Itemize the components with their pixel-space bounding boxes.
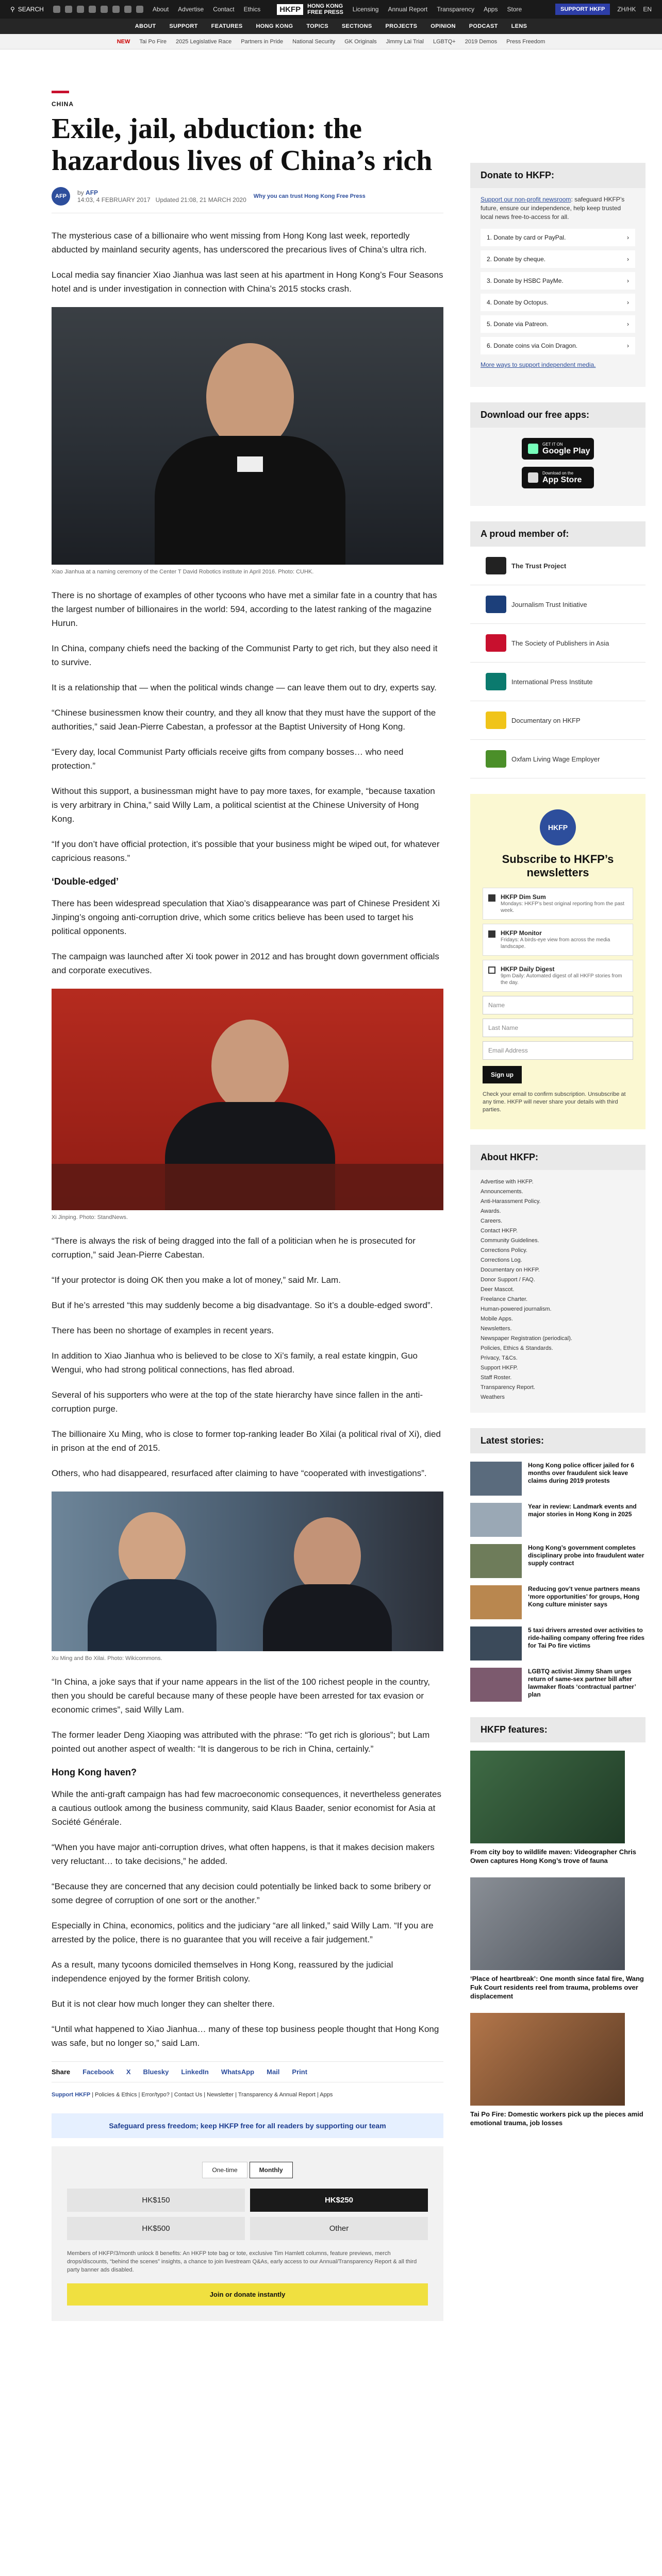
ipi-logo[interactable]: International Press Institute bbox=[470, 663, 646, 701]
photo-xu-ming-bo-xilai[interactable] bbox=[52, 1492, 443, 1651]
search-icon: ⚲ bbox=[10, 6, 15, 13]
trending-item[interactable]: Partners in Pride bbox=[241, 38, 284, 45]
utility-links bbox=[153, 6, 260, 13]
sopa-logo[interactable]: The Society of Publishers in Asia bbox=[470, 624, 646, 663]
membership-note: Members of HKFP/3/month unlock 8 benefits: An HKFP tote bag or tote, exclusive Tim Hamlett columns, feature previews, merch drops/discounts, “behind the scenes” insights, a chance to join livestream Q&As, early access to our Annual/Transparency Report & all third party banner ads disabled. bbox=[67, 2250, 417, 2273]
youtube-icon[interactable] bbox=[89, 6, 96, 13]
nav-topics[interactable]: TOPICS bbox=[306, 23, 328, 29]
amount-option[interactable]: HK$500 bbox=[67, 2217, 245, 2240]
paragraph: Local media say financier Xiao Jianhua was last seen at his apartment in Hong Kong’s Four Seasons hotel and is under investigation in connection with China’s 2015 stocks crash. bbox=[52, 270, 443, 294]
about-link[interactable]: Anti-Harassment Policy. bbox=[481, 1198, 541, 1205]
facebook-icon[interactable] bbox=[53, 6, 60, 13]
newsletter-note: Check your email to confirm subscription. Unsubscribe at any time. HKFP will never share your details with third parties. bbox=[483, 1091, 626, 1113]
latest-story[interactable]: LGBTQ activist Jimmy Sham urges return of same-sex partner bill after lawmaker floats ‘contractual partner’ plan bbox=[470, 1668, 646, 1702]
section-heading: ‘Double-edged’ bbox=[52, 876, 119, 887]
chevron-right-icon: › bbox=[627, 342, 629, 349]
accent-bar bbox=[52, 91, 69, 93]
amount-option-selected[interactable]: HK$250 bbox=[250, 2189, 428, 2212]
latest-story[interactable]: Year in review: Landmark events and major stories in Hong Kong in 2025 bbox=[470, 1503, 646, 1537]
author-avatar[interactable]: AFP bbox=[52, 187, 70, 206]
share-linkedin[interactable]: LinkedIn bbox=[181, 2068, 209, 2076]
feature-story[interactable]: Tai Po Fire: Domestic workers pick up the pieces amid emotional trauma, job losses bbox=[470, 2013, 646, 2127]
jti-logo[interactable]: Journalism Trust Initiative bbox=[470, 585, 646, 624]
nav-features[interactable]: FEATURES bbox=[211, 23, 243, 29]
about-link[interactable]: Announcements. bbox=[481, 1189, 523, 1195]
about-link[interactable]: Newsletters. bbox=[481, 1326, 512, 1332]
link-apps[interactable]: Apps bbox=[484, 6, 498, 13]
share-bar: Share Facebook X Bluesky LinkedIn WhatsApp Mail Print bbox=[52, 2061, 443, 2082]
donate-method[interactable]: 6. Donate coins via Coin Dragon. › bbox=[481, 337, 635, 354]
join-donate-button[interactable]: Join or donate instantly bbox=[67, 2283, 428, 2306]
paragraph: “Chinese businessmen know their country, and they all know that they must have the support of the authorities,” said Jean-Pierre Cabestan, a professor at the Baptist University of Hong Kong. bbox=[52, 708, 436, 732]
about-link[interactable]: Human-powered journalism. bbox=[481, 1306, 552, 1312]
donate-method[interactable]: 1. Donate by card or PayPal. › bbox=[481, 229, 635, 246]
freq-one-time[interactable]: One-time bbox=[202, 2162, 247, 2178]
apple-icon bbox=[528, 472, 538, 483]
last-name-field[interactable]: Last Name bbox=[483, 1019, 633, 1037]
latest-story[interactable]: Hong Kong police officer jailed for 6 months over fraudulent sick leave claims during 2019 protests bbox=[470, 1462, 646, 1496]
paragraph: In China, company chiefs need the backing of the Communist Party to get rich, but they also need it to survive. bbox=[52, 643, 438, 667]
whatsapp-icon[interactable] bbox=[136, 6, 143, 13]
about-link[interactable]: Privacy, T&Cs. bbox=[481, 1355, 518, 1361]
share-bluesky[interactable]: Bluesky bbox=[143, 2068, 169, 2076]
trending-nav bbox=[0, 34, 662, 49]
lang-zh[interactable]: ZH/HK bbox=[617, 6, 636, 13]
publish-date: 14:03, 4 FEBRUARY 2017 bbox=[77, 196, 151, 204]
about-link[interactable]: Careers. bbox=[481, 1218, 503, 1224]
paragraph: But it is not clear how much longer they can shelter there. bbox=[52, 1999, 275, 2009]
paragraph: Others, who had disappeared, resurfaced after claiming to have “cooperated with investigations”. bbox=[52, 1468, 427, 1478]
instagram-icon[interactable] bbox=[77, 6, 84, 13]
paragraph: There has been no shortage of examples in recent years. bbox=[52, 1326, 274, 1335]
about-box: About HKFP: Advertise with HKFP. Announcements. Anti-Harassment Policy. Awards. Careers. Contact HKFP. Community Guidelines. Corrections Policy. Corrections Log. Documentary on HKFP. Donor Support / FAQ. Deer Mascot. Freelance Charter. Human-powered journalism. Mobile Apps. Newsletters. Newspaper Registration (periodical). Policies, Ethics & Standards. Privacy, T&Cs. Support HKFP. Staff Roster. Transparency Report. Weathers bbox=[470, 1145, 646, 1413]
latest-story[interactable]: Reducing gov’t venue partners means ‘more opportunities’ for groups, Hong Kong culture minister says bbox=[470, 1585, 646, 1619]
paragraph: “If your protector is doing OK then you make a lot of money,” said Mr. Lam. bbox=[52, 1275, 341, 1285]
support-newsroom-link[interactable]: Support our non-profit newsroom bbox=[481, 196, 571, 203]
oxfam-logo[interactable]: Oxfam Living Wage Employer bbox=[470, 740, 646, 778]
share-mail[interactable]: Mail bbox=[267, 2068, 280, 2076]
donate-method[interactable]: 4. Donate by Octopus. › bbox=[481, 294, 635, 311]
x-icon[interactable] bbox=[65, 6, 72, 13]
utility-links-right bbox=[353, 6, 522, 13]
paragraph: Several of his supporters who were at the top of the state hierarchy have since fallen in the anti-corruption purge. bbox=[52, 1390, 423, 1414]
new-badge: NEW bbox=[117, 38, 130, 45]
share-whatsapp[interactable]: WhatsApp bbox=[221, 2068, 255, 2076]
about-link[interactable]: Mobile Apps. bbox=[481, 1316, 513, 1322]
chevron-right-icon: › bbox=[627, 299, 629, 306]
frequency-toggle bbox=[67, 2162, 428, 2178]
trending-item[interactable]: National Security bbox=[292, 38, 336, 45]
checkbox-icon bbox=[488, 967, 495, 974]
support-hkfp-button[interactable]: SUPPORT HKFP bbox=[555, 4, 610, 15]
about-link[interactable]: Deer Mascot. bbox=[481, 1286, 515, 1293]
feature-story[interactable]: ‘Place of heartbreak’: One month since fatal fire, Wang Fuk Court residents reel from trauma, problems over displacement bbox=[470, 1877, 646, 2001]
paragraph: It is a relationship that — when the political winds change — can leave them out to dry, experts say. bbox=[52, 683, 437, 692]
section-nav bbox=[0, 19, 662, 34]
nav-support[interactable]: SUPPORT bbox=[169, 23, 198, 29]
newsletter-option[interactable]: HKFP Monitor Fridays: A birds-eye view from across the media landscape. bbox=[483, 924, 633, 956]
paragraph: While the anti-graft campaign has had few macroeconomic consequences, it nevertheless generates a cautious outlook among the business community, said Klaus Baader, senior economist for Asia at Société Générale. bbox=[52, 1789, 441, 1827]
about-link[interactable]: Newspaper Registration (periodical). bbox=[481, 1335, 572, 1342]
about-link[interactable]: Contact HKFP. bbox=[481, 1228, 518, 1234]
newsletter-title: Subscribe to HKFP’s newsletters bbox=[502, 853, 614, 879]
lang-en[interactable]: EN bbox=[643, 6, 652, 13]
checkbox-icon bbox=[488, 894, 495, 902]
paragraph: “There is always the risk of being dragged into the fall of a politician when he is prosecuted for corruption,” said Jean-Pierre Cabestan. bbox=[52, 1236, 416, 1260]
newsletter-option[interactable]: HKFP Daily Digest 9pm Daily: Automated digest of all HKFP stories from the day. bbox=[483, 960, 633, 992]
trust-link[interactable]: Why you can trust Hong Kong Free Press bbox=[253, 193, 366, 199]
search-link[interactable]: ⚲ SEARCH bbox=[10, 6, 44, 13]
social-icons bbox=[53, 6, 143, 13]
about-link[interactable]: Policies, Ethics & Standards. bbox=[481, 1345, 553, 1351]
link-ethics[interactable]: Ethics bbox=[243, 6, 261, 13]
about-link[interactable]: Transparency Report. bbox=[481, 1384, 535, 1391]
about-links bbox=[481, 1177, 635, 1402]
latest-stories: Latest stories: Hong Kong police officer jailed for 6 months over fraudulent sick leave claims during 2019 protests Year in review: Landmark events and major stories in Hong Kong in 2025 Hong Kong’s government completes disciplinary probe into fraudulent water supply contract Reducing gov’t venue partners means ‘more opportunities’ for groups, Hong Kong culture minister says 5 taxi drivers arrested over activities to ride-hailing company offering free rides for Tai Po fire victims LGBTQ activist Jimmy Sham urges return of same-sex partner bill after lawmaker floats ‘contractual partner’ plan bbox=[470, 1428, 646, 1702]
article-title: Exile, jail, abduction: the hazardous lives of China’s rich bbox=[52, 113, 433, 177]
author-name[interactable]: AFP bbox=[86, 189, 98, 196]
trust-project-logo[interactable]: The Trust Project bbox=[470, 547, 646, 585]
donate-banner[interactable]: Safeguard press freedom; keep HKFP free for all readers by supporting our team bbox=[52, 2113, 443, 2138]
donate-box: Donate to HKFP: Support our non-profit newsroom: safeguard HKFP’s future, ensure our independence, help keep trusted local news free-to-access for all. 1. Donate by card or PayPal. › 2. Donate by cheque. › 3. Donate by HSBC PayMe. › 4. Donate by Octopus. › 5. Donate via Patreon. › 6. Donate coins via Coin Dragon. › More ways to support independent media. bbox=[470, 163, 646, 387]
link-store[interactable]: Store bbox=[507, 6, 522, 13]
trending-item[interactable]: GK Originals bbox=[344, 38, 377, 45]
updated-date: Updated 21:08, 21 MARCH 2020 bbox=[155, 196, 246, 204]
trending-item[interactable]: Press Freedom bbox=[506, 38, 545, 45]
apps-box: Download our free apps: GET IT ON Google Play Download on the App Store bbox=[470, 402, 646, 506]
nav-about[interactable]: ABOUT bbox=[135, 23, 156, 29]
amount-option-other[interactable]: Other bbox=[250, 2217, 428, 2240]
donate-widget bbox=[52, 2146, 443, 2321]
link-transparency[interactable]: Transparency bbox=[437, 6, 475, 13]
link-about[interactable]: About bbox=[152, 6, 169, 13]
trending-item[interactable]: LGBTQ+ bbox=[433, 38, 456, 45]
latest-story[interactable]: 5 taxi drivers arrested over activities to ride-hailing company offering free rides for Tai Po fire victims bbox=[470, 1626, 646, 1660]
donate-method[interactable]: 5. Donate via Patreon. › bbox=[481, 315, 635, 333]
paragraph: There has been widespread speculation that Xiao’s disappearance was part of Chinese President Xi Jinping’s ongoing anti-corruption drive, which some critics believe has been used to target his political opponents. bbox=[52, 899, 440, 936]
trending-item[interactable]: 2025 Legislative Race bbox=[175, 38, 232, 45]
article-category[interactable]: CHINA bbox=[52, 100, 74, 108]
nav-hong-kong[interactable]: HONG KONG bbox=[256, 23, 293, 29]
paragraph: The former leader Deng Xiaoping was attributed with the phrase: “To get rich is glorious”; but Lam pointed out another aspect of wealth: “It is dangerous to be rich in China, certainly.” bbox=[52, 1730, 430, 1754]
nav-projects[interactable]: PROJECTS bbox=[385, 23, 418, 29]
threads-icon[interactable] bbox=[112, 6, 120, 13]
chevron-right-icon: › bbox=[627, 320, 629, 328]
paragraph: “If you don’t have official protection, it’s possible that your business might be wiped out, for whatever capricious reasons.” bbox=[52, 839, 440, 863]
trending-item[interactable]: Tai Po Fire bbox=[139, 38, 167, 45]
telegram-icon[interactable] bbox=[124, 6, 131, 13]
feature-story[interactable]: From city boy to wildlife maven: Videographer Chris Owen captures Hong Kong’s trove of fauna bbox=[470, 1751, 646, 1865]
hkfp-logo: HKFP bbox=[540, 809, 576, 845]
link-licensing[interactable]: Licensing bbox=[352, 6, 379, 13]
photo-xiao-jianhua[interactable] bbox=[52, 307, 443, 565]
first-name-field[interactable]: Name bbox=[483, 996, 633, 1014]
site-logo[interactable]: HKFP HONG KONG FREE PRESS bbox=[277, 3, 343, 15]
google-play-button[interactable]: GET IT ON Google Play bbox=[522, 438, 594, 460]
top-utility-bar bbox=[0, 0, 662, 19]
share-print[interactable]: Print bbox=[292, 2068, 308, 2076]
article-footer-links: Support HKFP | Policies & Ethics | Error/typo? | Contact Us | Newsletter | Transparency & Annual Report | Apps bbox=[52, 2092, 333, 2098]
section-heading: Hong Kong haven? bbox=[52, 1767, 137, 1777]
link-annual-report[interactable]: Annual Report bbox=[388, 6, 428, 13]
freq-monthly[interactable]: Monthly bbox=[250, 2162, 293, 2178]
support-link[interactable]: Support HKFP bbox=[52, 2092, 91, 2098]
nav-podcast[interactable]: PODCAST bbox=[469, 23, 498, 29]
member-box: A proud member of: The Trust Project Journalism Trust Initiative The Society of Publishers in Asia International Press Institute Documentary on HKFP Oxfam Living Wage Employer bbox=[470, 521, 646, 778]
email-field[interactable]: Email Address bbox=[483, 1041, 633, 1060]
nav-sections[interactable]: SECTIONS bbox=[341, 23, 372, 29]
paragraph: As a result, many tycoons domiciled themselves in Hong Kong, reassured by the judicial independence enjoyed by the former British colony. bbox=[52, 1960, 393, 1984]
photo-caption: Xu Ming and Bo Xilai. Photo: Wikicommons. bbox=[52, 1655, 162, 1662]
paragraph: “Because they are concerned that any decision could potentially be linked back to some bribery or some degree of corruption of one sort or the another.” bbox=[52, 1882, 432, 1905]
about-link[interactable]: Donor Support / FAQ. bbox=[481, 1277, 535, 1283]
checkbox-icon bbox=[488, 930, 495, 938]
chevron-right-icon: › bbox=[627, 234, 629, 241]
byline: AFP by AFP 14:03, 4 FEBRUARY 2017 Updated 21:08, 21 MARCH 2020 Why you can trust Hong Kong Free Press bbox=[52, 187, 443, 213]
nav-lens[interactable]: LENS bbox=[511, 23, 527, 29]
paragraph: “Until what happened to Xiao Jianhua… many of these top business people thought that Hong Kong was safe, but no longer so,” said Lam. bbox=[52, 2024, 439, 2048]
paragraph: Without this support, a businessman might have to pay more taxes, for example, “because taxation is very arbitrary in China,” said Willy Lam, a political scientist at the Chinese University of Hong Kong. bbox=[52, 786, 435, 824]
share-facebook[interactable]: Facebook bbox=[82, 2068, 114, 2076]
paragraph: “Every day, local Communist Party officials receive gifts from company bosses… who need protection.” bbox=[52, 747, 404, 771]
paragraph: The campaign was launched after Xi took power in 2012 and has brought down government officials and corporate executives. bbox=[52, 952, 439, 975]
more-ways-link[interactable]: More ways to support independent media. bbox=[481, 361, 596, 368]
paragraph: But if he’s arrested “this may suddenly become a big disadvantage. So it’s a double-edged sword”. bbox=[52, 1300, 433, 1310]
chevron-right-icon: › bbox=[627, 277, 629, 284]
photo-caption: Xi Jinping. Photo: StandNews. bbox=[52, 1214, 128, 1221]
donate-method[interactable]: 2. Donate by cheque. › bbox=[481, 250, 635, 268]
about-link[interactable]: Support HKFP. bbox=[481, 1365, 518, 1371]
about-link[interactable]: Advertise with HKFP. bbox=[481, 1179, 534, 1185]
article bbox=[52, 91, 443, 2321]
paragraph: In addition to Xiao Jianhua who is believed to be close to Xi’s family, a real estate kingpin, Guo Wengui, who had strong political connections, has fled abroad. bbox=[52, 1351, 418, 1375]
about-link[interactable]: Awards. bbox=[481, 1208, 501, 1214]
trending-item[interactable]: 2019 Demos bbox=[465, 38, 498, 45]
newsletter-box bbox=[470, 794, 646, 1129]
share-x[interactable]: X bbox=[126, 2068, 131, 2076]
google-play-icon bbox=[528, 444, 538, 454]
signup-button[interactable]: Sign up bbox=[483, 1066, 522, 1083]
paragraph: The billionaire Xu Ming, who is close to former top-ranking leader Bo Xilai (a political rival of Xi), died in prison at the end of 2015. bbox=[52, 1429, 441, 1453]
about-link[interactable]: Weathers bbox=[481, 1394, 505, 1400]
amount-option[interactable]: HK$150 bbox=[67, 2189, 245, 2212]
about-link[interactable]: Documentary on HKFP. bbox=[481, 1267, 540, 1273]
documentary-logo[interactable]: Documentary on HKFP bbox=[470, 701, 646, 740]
about-link[interactable]: Freelance Charter. bbox=[481, 1296, 528, 1302]
photo-caption: Xiao Jianhua at a naming ceremony of the Center T David Robotics institute in April 2016. Photo: CUHK. bbox=[52, 569, 314, 575]
about-link[interactable]: Community Guidelines. bbox=[481, 1238, 539, 1244]
about-link[interactable]: Corrections Policy. bbox=[481, 1247, 527, 1253]
link-advertise[interactable]: Advertise bbox=[178, 6, 204, 13]
photo-xi-jinping[interactable] bbox=[52, 989, 443, 1210]
paragraph: There is no shortage of examples of other tycoons who have met a similar fate in a country that has the largest number of billionaires in the world: 594, according to the latest ranking of the magazine Hurun. bbox=[52, 590, 437, 628]
paragraph: The mysterious case of a billionaire who went missing from Hong Kong last week, reportedly abducted by mainland security agents, has underscored the precarious lives of China’s ultra rich. bbox=[52, 231, 427, 255]
linkedin-icon[interactable] bbox=[101, 6, 108, 13]
latest-story[interactable]: Hong Kong’s government completes disciplinary probe into fraudulent water supply contract bbox=[470, 1544, 646, 1578]
donate-method[interactable]: 3. Donate by HSBC PayMe. › bbox=[481, 272, 635, 290]
paragraph: “In China, a joke says that if your name appears in the list of the 100 richest people in the country, then you should be careful because many of these people have been arrested for tax evasion or economic crimes”, said Willy Lam. bbox=[52, 1677, 430, 1715]
trending-item[interactable]: Jimmy Lai Trial bbox=[386, 38, 424, 45]
features-box: HKFP features: From city boy to wildlife maven: Videographer Chris Owen captures Hong Kong’s trove of fauna ‘Place of heartbreak’: One month since fatal fire, Wang Fuk Court residents reel from trauma, problems over displacement Tai Po Fire: Domestic workers pick up the pieces amid emotional trauma, job losses bbox=[470, 1717, 646, 2127]
nav-opinion[interactable]: OPINION bbox=[431, 23, 456, 29]
link-contact[interactable]: Contact bbox=[213, 6, 235, 13]
paragraph: “When you have major anti-corruption drives, what often happens, is that it makes decision makers very reluctant… to take decisions,” he added. bbox=[52, 1842, 435, 1866]
paragraph: Especially in China, economics, politics and the judiciary “are all linked,” said Willy Lam. “If you are arrested by the police, there is no guarantee that you will receive a fair judgement.” bbox=[52, 1921, 434, 1944]
app-store-button[interactable]: Download on the App Store bbox=[522, 467, 594, 488]
sidebar bbox=[470, 91, 646, 2321]
chevron-right-icon: › bbox=[627, 256, 629, 263]
about-link[interactable]: Staff Roster. bbox=[481, 1375, 512, 1381]
newsletter-option[interactable]: HKFP Dim Sum Mondays: HKFP’s best original reporting from the past week. bbox=[483, 888, 633, 920]
about-link[interactable]: Corrections Log. bbox=[481, 1257, 522, 1263]
